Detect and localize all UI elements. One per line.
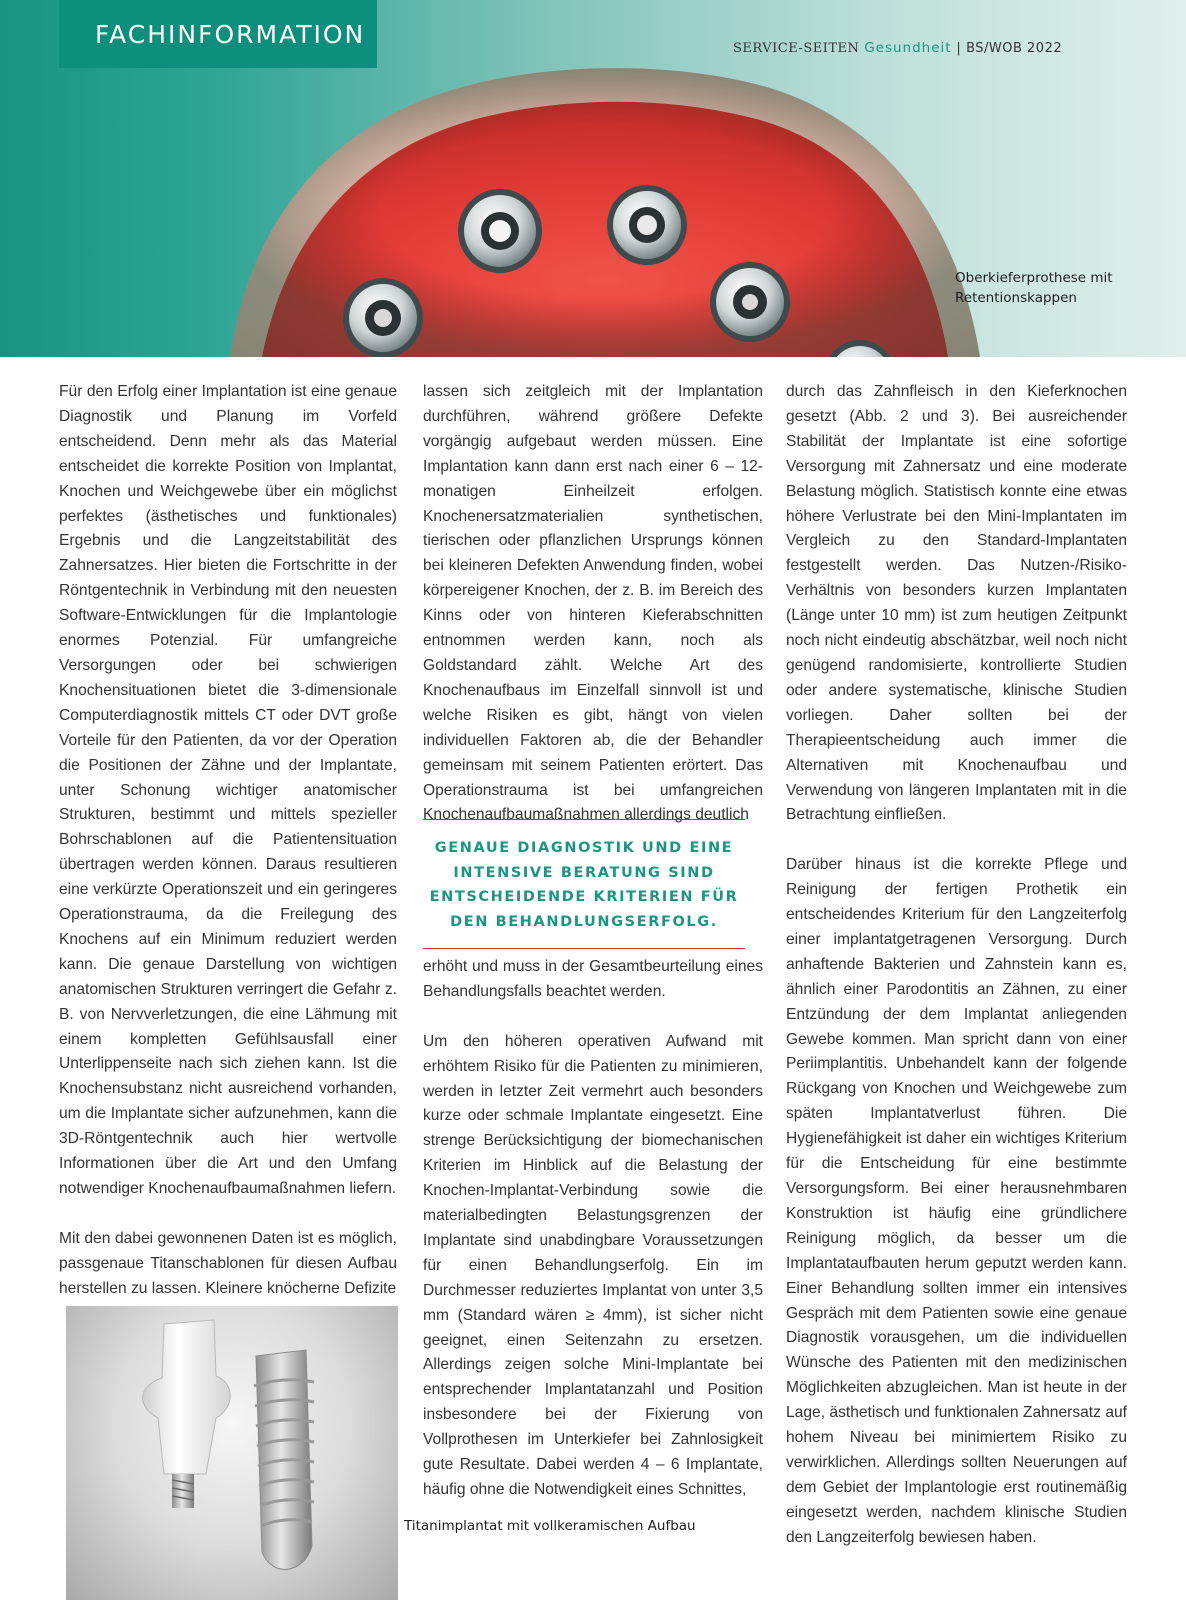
hero-photo (0, 0, 1186, 357)
paragraph: erhöht und muss in der Gesamtbeurteilung eines Behandlungsfalls beachtet werden. (423, 958, 763, 1000)
paragraph: durch das Zahnfleisch in den Kieferknochen gesetzt (Abb. 2 und 3). Bei ausreichender Stabilität der Implantate ist eine sofortige Versorgung mit Zahnersatz und eine moderate Belastung möglich. Statistisch konnte eine etwas höhere Verlustrate bei den Mini-Implantaten im Vergleich zu den Standard-Implantaten festgestellt werden. Das Nutzen-/Risiko-Verhältnis von besonders kurzen Implantaten (Länge unter 10 mm) ist zum heutigen Zeitpunkt noch nicht eindeutig abschätzbar, weil noch nicht genügend randomisierte, kontrollierte Studien oder andere systematische, klinische Studien vorliegen. Daher sollten bei der Therapieentscheidung auch immer die Alternativen mit Knochenaufbau und Verwendung von längeren Implantaten mit in die Betrachtung einfließen. (786, 383, 1127, 824)
article-column-1 (59, 380, 397, 1326)
paragraph: Mit den dabei gewonnenen Daten ist es möglich, passgenaue Titanschablonen für diesen Aufbau herstellen zu lassen. Kleinere knöcherne Defizite (59, 1229, 397, 1297)
implant-photo (66, 1306, 398, 1600)
retention-cap (710, 262, 790, 342)
article-column-2 (423, 380, 763, 853)
pull-quote-text: GENAUE DIAGNOSTIK UND EINE INTENSIVE BERATUNG SIND ENTSCHEIDENDE KRITERIEN FÜR DEN BEHANDLUNGSERFOLG. (429, 840, 739, 930)
implant-illustration (66, 1306, 398, 1600)
hero-caption-line: Oberkieferprothese mit (955, 270, 1113, 286)
paragraph: Für den Erfolg einer Implantation ist eine genaue Diagnostik und Planung im Vorfeld entscheidend. Denn mehr als das Material entscheidet die korrekte Position von Implantat, Knochen und Weichgewebe über ein möglichst perfektes (ästhetisches und funktionales) Ergebnis und die Langzeitstabilität des Zahnersatzes. Hier bieten die Fortschritte in der Röntgentechnik in Verbindung mit den neuesten Software-Entwicklungen für die Implantologie enormes Potenzial. Für umfangreiche Versorgungen oder bei schwierigen Knochensituationen bietet die 3-dimensionale Computerdiagnostik mittels CT oder DVT große Vorteile für den Patienten, da vor der Operation die Positionen der Zähne und der Implantate, unter Schonung wichtiger anatomischer Strukturen, bestimmt und mittels spezieller Bohrschablonen auf die Patientensituation übertragen werden können. Daraus resultieren eine verkürzte Operationszeit und ein geringeres Operationstrauma, da die Freilegung des Knochens auf ein Minimum reduziert werden kann. Die genaue Darstellung von wichtigen anatomischen Strukturen verringert die Gefahr z. B. von Nervverletzungen, die eine Lähmung mit einem kompletten Gefühlsausfall einer Unterlippenseite nach sich ziehen kann. Ist die Knochensubstanz nicht ausreichend vorhanden, um die Implantate sicher aufzunehmen, kann die 3D-Röntgentechnik auch hier wertvolle Informationen über die Art und den Umfang notwendiger Knochenaufbaumaßnahmen liefern. (59, 383, 397, 1197)
pull-quote (423, 819, 745, 949)
service-prefix: SERVICE-SEITEN (733, 41, 860, 56)
retention-cap (343, 278, 423, 357)
header-separator: | (956, 41, 962, 56)
article-column-3 (786, 380, 1127, 1575)
retention-cap (607, 185, 687, 265)
implant-caption: Titanimplantat mit vollkeramischen Aufbau (404, 1518, 696, 1534)
service-category: Gesundheit (864, 40, 952, 56)
section-label: FACHINFORMATION (95, 19, 366, 49)
publication-header (733, 40, 1062, 56)
hero-caption (955, 268, 1155, 308)
paragraph: Um den höheren operativen Aufwand mit erhöhtem Risiko für die Patienten zu minimieren, werden in letzter Zeit vermehrt auch besonders kurze oder schmale Implantate eingesetzt. Eine strenge Berücksichtigung der biomechanischen Kriterien im Hinblick auf die Belastung der Knochen-Implantat-Verbindung sowie die materialbedingten Belastungsgrenzen der Implantate sind unabdingbare Voraussetzungen für einen Behandlungserfolg. Ein im Durchmesser reduziertes Implantat von unter 3,5 mm (Standard wären ≥ 4mm), ist sicher nicht geeignet, einen Seitenzahn zu ersetzen. Allerdings zeigen solche Mini-Implantate bei entsprechender Implantatanzahl und Position insbesondere bei der Fixierung von Vollprothesen im Unterkiefer bei Zahnlosigkeit gute Resultate. Dabei werden 4 – 6 Implantate, häufig ohne die Notwendigkeit eines Schnittes, (423, 1032, 763, 1499)
section-label-box (59, 0, 377, 68)
retention-cap (458, 189, 542, 273)
service-edition: BS/WOB 2022 (966, 41, 1063, 56)
paragraph: lassen sich zeitgleich mit der Implantation durchführen, während größere Defekte vorgängig aufgebaut werden müssen. Eine Implantation kann dann erst nach einer 6 – 12-monatigen Einheilzeit erfolgen. Knochenersatzmaterialien synthetischen, tierischen oder pflanzlichen Ursprungs können bei kleineren Defekten Anwendung finden, wobei körpereigener Knochen, der z. B. im Bereich des Kinns oder von hinteren Kieferabschnitten entnommen werden kann, noch als Goldstandard zählt. Welche Art des Knochenaufbaus im Einzelfall sinnvoll ist und welche Risiken es gibt, hängt von vielen individuellen Faktoren ab, die der Behandler gemeinsam mit seinem Patienten erörtert. Das Operationstrauma ist bei umfangreichen Knochenaufbaumaßnahmen allerdings deutlich (423, 383, 763, 824)
article-column-2-continued (423, 955, 763, 1528)
hero-caption-line: Retentionskappen (955, 290, 1077, 306)
paragraph: Darüber hinaus ist die korrekte Pflege und Reinigung der fertigen Prothetik ein entscheidendes Kriterium für den Langzeiterfolg einer implantatgetragenen Versorgung. Durch anhaftende Bakterien und Zahnstein kann es, ähnlich einer Parodontitis an Zähnen, zu einer Entzündung der dem Implantat anliegenden Gewebe kommen. Man spricht dann von einer Periimplantitis. Unbehandelt kann der folgende Rückgang von Knochen und Weichgewebe zum späten Implantatverlust führen. Die Hygienefähigkeit ist daher ein wichtiges Kriterium für die Entscheidung für eine bestimmte Versorgungsform. Bei einer herausnehmbaren Konstruktion ist häufig eine gründlichere Reinigung möglich, da besser um die Implantataufbauten herum geputzt werden kann. Einer Behandlung sollten immer ein intensives Gespräch mit dem Patienten sowie eine genaue Diagnostik vorausgehen, um die individuellen Wünsche des Patienten mit den medizinischen Möglichkeiten abzugleichen. Man ist heute in der Lage, ästhetisch und funktionalen Zahnersatz auf hohem Niveau bei minimiertem Risiko zu verwirklichen. Allerdings sollten Neuerungen auf dem Gebiet der Implantologie erst routinemäßig eingesetzt werden, nachdem klinische Studien den Langzeiterfolg bewiesen haben. (786, 856, 1127, 1546)
